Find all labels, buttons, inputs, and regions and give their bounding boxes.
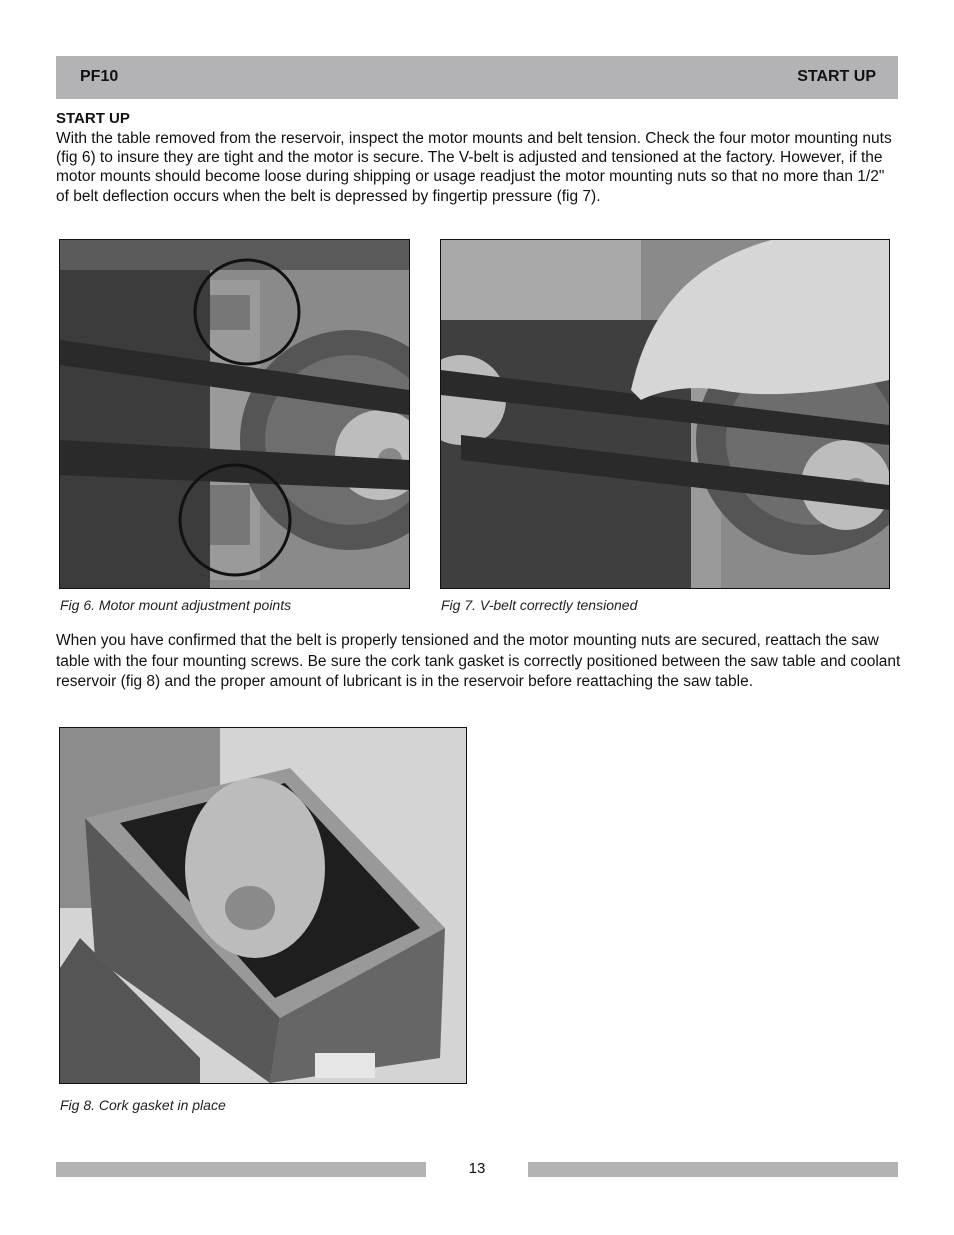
header-bar [56, 56, 898, 99]
figure-8-caption: Fig 8. Cork gasket in place [60, 1097, 226, 1113]
figure-8-photo [59, 727, 467, 1084]
body-paragraph: When you have confirmed that the belt is properly tensioned and the motor mounting nuts are secured, reattach the saw table with the four mounting screws. Be sure the cork tank gasket is correctly positioned between the saw table and coolant reservoir (fig 8) and the proper amount of lubricant is in the reservoir before reattaching the saw table. [56, 632, 901, 690]
intro-paragraph: With the table removed from the reservoir, inspect the motor mounts and belt tension. Check the four motor mounting nuts (fig 6) to insure they are tight and the motor is secure. The V-belt is adjusted and tensioned at the factory. However, if the motor mounts should become loose during shipping or usage readjust the motor mounting nuts so that no more than 1/2" of belt deflection occurs when the belt is depressed by fingertip pressure (fig 7). [56, 130, 892, 205]
page-number: 13 [468, 1160, 486, 1177]
figure-6-photo [59, 239, 410, 589]
header-model: PF10 [80, 68, 119, 85]
header-section: START UP [797, 68, 876, 85]
section-title: START UP [56, 110, 130, 127]
figure-7-photo [440, 239, 890, 589]
figure-7-caption: Fig 7. V-belt correctly tensioned [441, 597, 638, 613]
figure-6-caption: Fig 6. Motor mount adjustment points [60, 597, 292, 613]
